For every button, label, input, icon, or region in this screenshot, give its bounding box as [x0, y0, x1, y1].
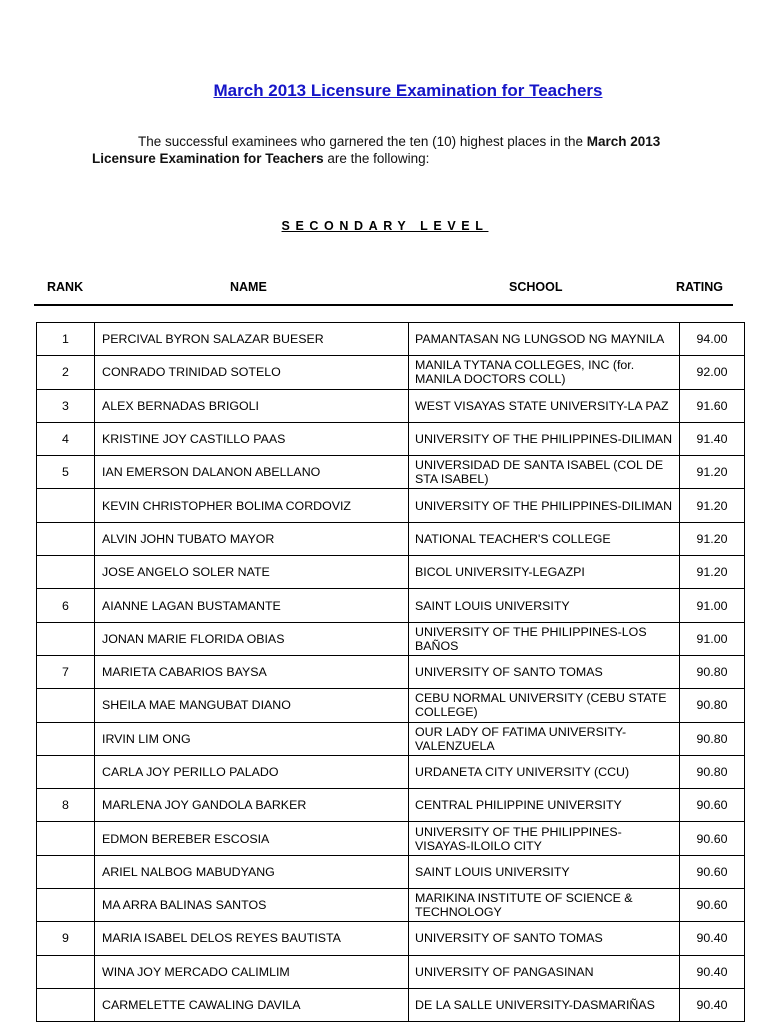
cell-rating: 91.20 — [680, 522, 745, 555]
cell-school: UNIVERSITY OF PANGASINAN — [409, 955, 680, 988]
table-row — [37, 988, 745, 1021]
cell-school: SAINT LOUIS UNIVERSITY — [409, 589, 680, 622]
header-rating: RATING — [676, 280, 723, 294]
cell-rank: 7 — [37, 655, 95, 688]
cell-name: ALVIN JOHN TUBATO MAYOR — [95, 522, 409, 555]
table-row — [37, 622, 745, 655]
cell-name: JONAN MARIE FLORIDA OBIAS — [95, 622, 409, 655]
cell-rank — [37, 522, 95, 555]
table-row — [37, 389, 745, 422]
cell-rating: 91.20 — [680, 456, 745, 489]
table-row — [37, 722, 745, 755]
cell-rating: 90.60 — [680, 855, 745, 888]
cell-name: JOSE ANGELO SOLER NATE — [95, 556, 409, 589]
header-divider — [34, 304, 733, 306]
table-row — [37, 922, 745, 955]
cell-rating: 90.80 — [680, 755, 745, 788]
cell-school: BICOL UNIVERSITY-LEGAZPI — [409, 556, 680, 589]
cell-rating: 92.00 — [680, 356, 745, 389]
table-row — [37, 789, 745, 822]
table-row — [37, 589, 745, 622]
header-name: NAME — [230, 280, 267, 294]
cell-school: UNIVERSITY OF SANTO TOMAS — [409, 922, 680, 955]
cell-name: CARMELETTE CAWALING DAVILA — [95, 988, 409, 1021]
cell-rating: 91.40 — [680, 422, 745, 455]
intro-text-bold: March 2013 Licensure Examination for Teachers — [92, 134, 661, 166]
table-row — [37, 522, 745, 555]
cell-rank: 4 — [37, 422, 95, 455]
cell-school: MANILA TYTANA COLLEGES, INC (for. MANILA DOCTORS COLL) — [409, 356, 680, 389]
cell-rank: 3 — [37, 389, 95, 422]
table-row — [37, 489, 745, 522]
cell-rating: 90.80 — [680, 722, 745, 755]
cell-school: WEST VISAYAS STATE UNIVERSITY-LA PAZ — [409, 389, 680, 422]
cell-name: SHEILA MAE MANGUBAT DIANO — [95, 689, 409, 722]
cell-name: MARIETA CABARIOS BAYSA — [95, 655, 409, 688]
cell-rating: 94.00 — [680, 323, 745, 356]
intro-paragraph — [92, 133, 692, 167]
cell-rank: 6 — [37, 589, 95, 622]
intro-text-2: are the following: — [323, 151, 430, 166]
results-table — [36, 322, 745, 1022]
cell-school: NATIONAL TEACHER'S COLLEGE — [409, 522, 680, 555]
table-row — [37, 323, 745, 356]
cell-rating: 90.80 — [680, 689, 745, 722]
table-row — [37, 422, 745, 455]
table-row — [37, 755, 745, 788]
cell-name: CONRADO TRINIDAD SOTELO — [95, 356, 409, 389]
section-title: SECONDARY LEVEL — [281, 219, 489, 233]
cell-rank — [37, 722, 95, 755]
cell-rating: 91.00 — [680, 589, 745, 622]
cell-name: MARLENA JOY GANDOLA BARKER — [95, 789, 409, 822]
cell-school: UNIVERSITY OF THE PHILIPPINES-DILIMAN — [409, 422, 680, 455]
cell-school: PAMANTASAN NG LUNGSOD NG MAYNILA — [409, 323, 680, 356]
cell-name: EDMON BEREBER ESCOSIA — [95, 822, 409, 855]
cell-name: IAN EMERSON DALANON ABELLANO — [95, 456, 409, 489]
table-row — [37, 822, 745, 855]
cell-rank — [37, 622, 95, 655]
header-rank: RANK — [47, 280, 84, 294]
cell-rating: 91.60 — [680, 389, 745, 422]
cell-rank: 9 — [37, 922, 95, 955]
cell-name: IRVIN LIM ONG — [95, 722, 409, 755]
cell-rating: 90.40 — [680, 922, 745, 955]
cell-rating: 90.80 — [680, 655, 745, 688]
cell-rating: 91.20 — [680, 556, 745, 589]
cell-rank: 1 — [37, 323, 95, 356]
cell-rating: 91.20 — [680, 489, 745, 522]
cell-rank: 2 — [37, 356, 95, 389]
cell-school: URDANETA CITY UNIVERSITY (CCU) — [409, 755, 680, 788]
table-row — [37, 556, 745, 589]
cell-rank — [37, 855, 95, 888]
cell-rank — [37, 755, 95, 788]
cell-rank — [37, 556, 95, 589]
cell-school: CEBU NORMAL UNIVERSITY (CEBU STATE COLLEGE) — [409, 689, 680, 722]
cell-name: KEVIN CHRISTOPHER BOLIMA CORDOVIZ — [95, 489, 409, 522]
table-row — [37, 689, 745, 722]
cell-school: DE LA SALLE UNIVERSITY-DASMARIÑAS — [409, 988, 680, 1021]
cell-school: UNIVERSIDAD DE SANTA ISABEL (COL DE STA ISABEL) — [409, 456, 680, 489]
cell-rank: 5 — [37, 456, 95, 489]
header-school: SCHOOL — [509, 280, 563, 294]
cell-rank — [37, 489, 95, 522]
cell-name: WINA JOY MERCADO CALIMLIM — [95, 955, 409, 988]
cell-rank — [37, 822, 95, 855]
cell-name: KRISTINE JOY CASTILLO PAAS — [95, 422, 409, 455]
cell-rank — [37, 988, 95, 1021]
cell-school: CENTRAL PHILIPPINE UNIVERSITY — [409, 789, 680, 822]
cell-school: MARIKINA INSTITUTE OF SCIENCE & TECHNOLOGY — [409, 889, 680, 922]
cell-name: MARIA ISABEL DELOS REYES BAUTISTA — [95, 922, 409, 955]
cell-school: UNIVERSITY OF THE PHILIPPINES-VISAYAS-ILOILO CITY — [409, 822, 680, 855]
table-row — [37, 855, 745, 888]
table-row — [37, 655, 745, 688]
table-row — [37, 456, 745, 489]
table-row — [37, 356, 745, 389]
cell-school: UNIVERSITY OF THE PHILIPPINES-DILIMAN — [409, 489, 680, 522]
cell-rating: 90.60 — [680, 789, 745, 822]
cell-name: MA ARRA BALINAS SANTOS — [95, 889, 409, 922]
cell-name: ALEX BERNADAS BRIGOLI — [95, 389, 409, 422]
cell-name: ARIEL NALBOG MABUDYANG — [95, 855, 409, 888]
cell-rank: 8 — [37, 789, 95, 822]
cell-rating: 91.00 — [680, 622, 745, 655]
cell-school: UNIVERSITY OF SANTO TOMAS — [409, 655, 680, 688]
table-row — [37, 955, 745, 988]
table-row — [37, 889, 745, 922]
intro-text-1: The successful examinees who garnered the ten (10) highest places in the — [138, 134, 587, 149]
cell-rating: 90.60 — [680, 889, 745, 922]
page-title[interactable]: March 2013 Licensure Examination for Teachers — [213, 81, 603, 100]
cell-rating: 90.60 — [680, 822, 745, 855]
cell-name: AIANNE LAGAN BUSTAMANTE — [95, 589, 409, 622]
cell-school: SAINT LOUIS UNIVERSITY — [409, 855, 680, 888]
cell-rank — [37, 689, 95, 722]
cell-name: CARLA JOY PERILLO PALADO — [95, 755, 409, 788]
cell-school: UNIVERSITY OF THE PHILIPPINES-LOS BAÑOS — [409, 622, 680, 655]
cell-rank — [37, 955, 95, 988]
cell-rating: 90.40 — [680, 955, 745, 988]
cell-name: PERCIVAL BYRON SALAZAR BUESER — [95, 323, 409, 356]
cell-school: OUR LADY OF FATIMA UNIVERSITY-VALENZUELA — [409, 722, 680, 755]
cell-rank — [37, 889, 95, 922]
cell-rating: 90.40 — [680, 988, 745, 1021]
